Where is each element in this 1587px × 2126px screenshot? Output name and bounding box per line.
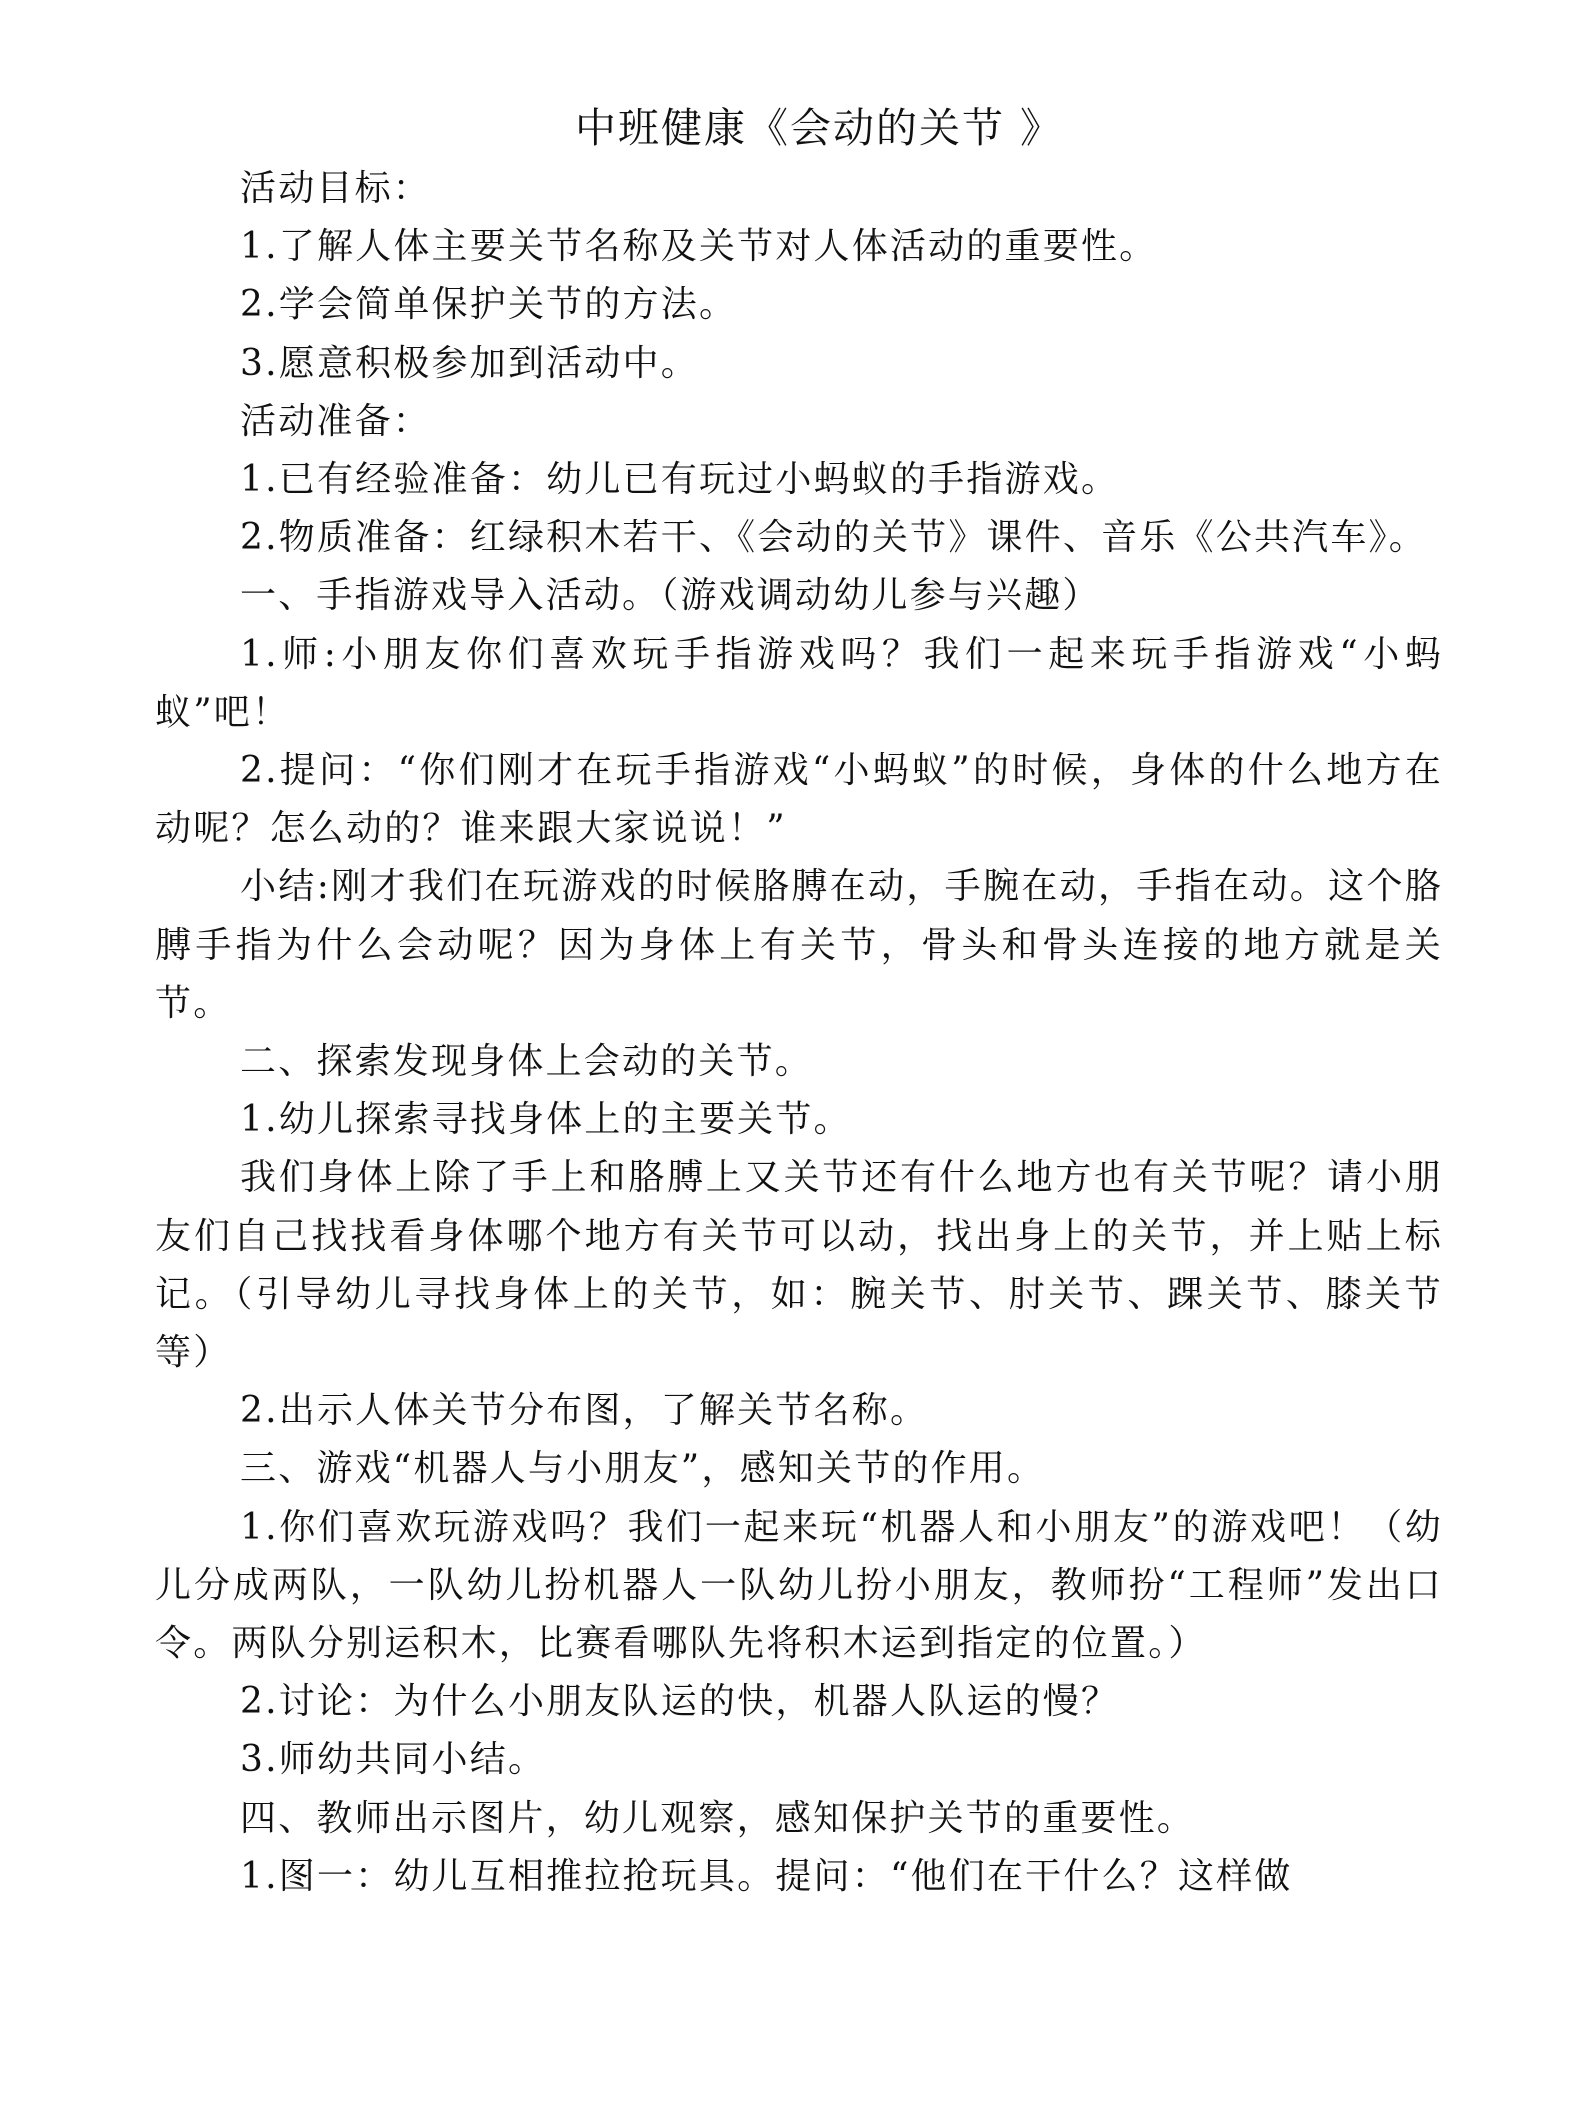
section-2-step-1: 1.幼儿探索寻找身体上的主要关节。 [240, 1099, 852, 1141]
section-1-step-2: 2.提问：“你们刚才在玩手指游戏“小蚂蚁”的时候，身体的什么地方在动呢？怎么动的？谁来跟大家说说！” [155, 750, 1443, 850]
section-1-step-1: 1.师:小朋友你们喜欢玩手指游戏吗？我们一起来玩手指游戏“小蚂蚁”吧！ [155, 633, 1443, 733]
section-2-step-2: 2.出示人体关节分布图，了解关节名称。 [240, 1390, 929, 1432]
section-heading-3: 三、游戏“机器人与小朋友”，感知关节的作用。 [240, 1448, 1046, 1490]
heading-activity-goals: 活动目标： [240, 168, 432, 209]
section-3-step-2: 2.讨论：为什么小朋友队运的快，机器人队运的慢？ [240, 1681, 1120, 1723]
section-3-step-3: 3.师幼共同小结。 [240, 1739, 547, 1781]
goal-item-3: 3.愿意积极参加到活动中。 [240, 342, 699, 384]
document-page [155, 96, 1443, 1906]
goal-item-1: 1.了解人体主要关节名称及关节对人体活动的重要性。 [240, 226, 1158, 268]
document-title: 中班健康《会动的关节 》 [574, 104, 1064, 152]
section-heading-2: 二、探索发现身体上会动的关节。 [240, 1041, 814, 1083]
heading-activity-preparation: 活动准备： [240, 400, 432, 442]
section-4-step-1: 1.图一：幼儿互相推拉抢玩具。提问：“他们在干什么？这样做 [240, 1855, 1293, 1897]
preparation-item-1: 1.已有经验准备：幼儿已有玩过小蚂蚁的手指游戏。 [240, 459, 1120, 501]
section-3-step-1: 1.你们喜欢玩游戏吗？我们一起来玩“机器人和小朋友”的游戏吧！（幼儿分成两队，一队幼儿扮机器人一队幼儿扮小朋友，教师扮“工程师”发出口令。两队分别运积木，比赛看哪队先将积木运到指定的位置。） [155, 1506, 1443, 1665]
section-heading-4: 四、教师出示图片，幼儿观察，感知保护关节的重要性。 [240, 1797, 1196, 1839]
section-1-summary: 小结:刚才我们在玩游戏的时候胳膊在动，手腕在动，手指在动。这个胳膊手指为什么会动呢？因为身体上有关节，骨头和骨头连接的地方就是关节。 [155, 866, 1443, 1024]
preparation-item-2: 2.物质准备：红绿积木若干、《会动的关节》课件、音乐《公共汽车》。 [240, 517, 1427, 559]
goal-item-2: 2.学会简单保护关节的方法。 [240, 284, 738, 326]
section-2-body: 我们身体上除了手上和胳膊上又关节还有什么地方也有关节呢？请小朋友们自己找找看身体哪个地方有关节可以动，找出身上的关节，并上贴上标记。（引导幼儿寻找身体上的关节，如：腕关节、肘关节、踝关节、膝关节等） [155, 1157, 1443, 1374]
section-heading-1: 一、手指游戏导入活动。（游戏调动幼儿参与兴趣） [240, 575, 1101, 617]
